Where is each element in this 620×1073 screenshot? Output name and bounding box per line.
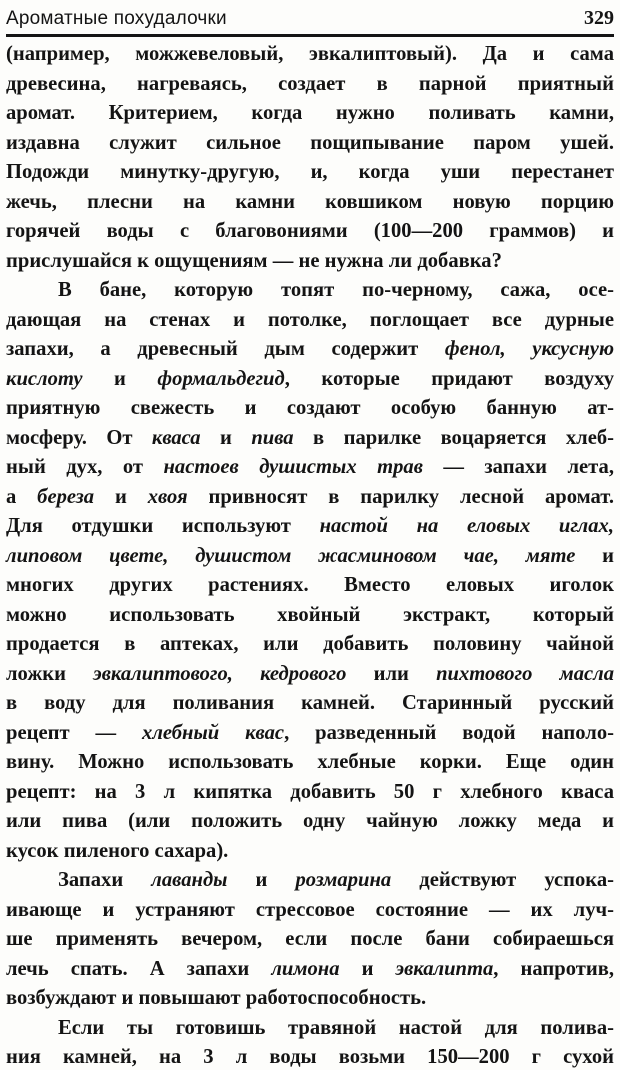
italic-term: липовом цвете, душистом жасминовом чае, мяте <box>6 544 576 567</box>
italic-term: кваса <box>151 426 201 449</box>
italic-term: настой на еловых иглах, <box>319 515 614 537</box>
italic-term: розмарина <box>295 869 392 891</box>
text-run: кусок пиленого сахара). <box>6 839 229 862</box>
running-head: Ароматные похудалочки <box>6 8 227 29</box>
text-run: и <box>82 367 158 390</box>
text-run: действуют успока- <box>391 869 614 891</box>
text-line <box>6 424 614 454</box>
text-run: привносят в парилку лесной аромат. <box>187 485 614 508</box>
text-run: и <box>575 544 615 567</box>
text-run: мосферу. От <box>6 426 152 449</box>
text-line <box>6 601 614 631</box>
text-run: в воду для поливания камней. Старинный русский <box>6 692 614 714</box>
italic-term: лаванды <box>151 869 228 891</box>
page-number: 329 <box>584 7 614 29</box>
text-line <box>6 99 614 129</box>
text-line <box>6 689 614 719</box>
italic-term: кислоту <box>6 367 83 390</box>
text-run: аромат. Критерием, когда нужно поливать камни, <box>6 102 614 124</box>
text-line <box>6 1014 614 1044</box>
text-line <box>6 778 614 808</box>
text-run: и <box>94 485 148 508</box>
text-run: продается в аптеках, или добавить половину чайной <box>6 633 614 655</box>
text-run: древесина, нагреваясь, создает в парной приятный <box>6 72 614 95</box>
text-line <box>6 335 614 365</box>
text-run: ложки <box>6 662 94 685</box>
text-line <box>6 542 614 572</box>
text-line <box>6 276 614 306</box>
text-line <box>6 70 614 100</box>
text-run: а <box>6 485 38 508</box>
italic-term: эвкалиптового, кедрового <box>93 662 347 685</box>
text-line <box>6 247 614 277</box>
italic-term: пива <box>251 426 294 449</box>
text-run: рецепт: на 3 л кипятка добавить 50 г хлебного кваса <box>6 780 614 803</box>
text-run: или <box>346 662 437 685</box>
text-run: или пива (или положить одну чайную ложку меда и <box>6 810 614 832</box>
text-run: можно использовать хвойный экстракт, который <box>6 603 614 626</box>
text-line <box>6 306 614 336</box>
text-run: ния камней, на 3 л воды возьми 150—200 г сухой <box>6 1046 614 1068</box>
text-line <box>6 129 614 159</box>
text-run: вину. Можно использовать хлебные корки. Еще один <box>6 751 614 773</box>
text-line <box>6 483 614 513</box>
italic-term: хвоя <box>147 485 188 508</box>
text-line <box>6 188 614 218</box>
text-line <box>6 896 614 926</box>
text-run: — запахи лета, <box>422 456 614 478</box>
italic-term: настоев душистых трав <box>163 456 423 478</box>
text-run: Подожди минутку-другую, и, когда уши перестанет <box>6 161 614 183</box>
text-run: и <box>339 957 396 980</box>
italic-term: береза <box>37 485 95 508</box>
text-run: лечь спать. А запахи <box>6 957 272 980</box>
text-run: , напротив, <box>493 957 614 980</box>
text-line <box>6 365 614 395</box>
text-line <box>6 807 614 837</box>
page-header <box>6 2 614 30</box>
text-run: издавна служит сильное пощипывание паром ушей. <box>6 131 614 154</box>
text-run: Если ты готовишь травяной настой для полива- <box>58 1016 614 1039</box>
text-run: (например, можжевеловый, эвкалиптовый). Да и сама <box>6 43 614 65</box>
text-line <box>6 40 614 70</box>
text-run: Запахи <box>58 869 152 891</box>
text-line <box>6 394 614 424</box>
text-line <box>6 984 614 1014</box>
italic-term: эвкалипта <box>395 957 494 980</box>
text-line <box>6 512 614 542</box>
text-line <box>6 571 614 601</box>
text-run: В бане, которую топят по-черному, сажа, осе- <box>58 279 614 301</box>
body-text <box>6 40 614 1073</box>
italic-term: пихтового масла <box>436 662 614 685</box>
text-line <box>6 719 614 749</box>
text-line <box>6 955 614 985</box>
italic-term: хлебный квас <box>142 721 285 744</box>
text-run: и <box>200 426 252 449</box>
text-line <box>6 748 614 778</box>
text-run: возбуждают и повышают работоспособность. <box>6 987 427 1009</box>
text-run: дающая на стенах и потолке, поглощает все дурные <box>6 308 614 331</box>
text-run: горячей воды с благовониями (100—200 граммов) и <box>6 220 614 242</box>
text-run: , которые придают воздуху <box>284 367 614 390</box>
text-line <box>6 453 614 483</box>
text-run: прислушайся к ощущениям — не нужна ли добавка? <box>6 249 502 272</box>
text-run: жечь, плесни на камни ковшиком новую порцию <box>6 190 614 213</box>
italic-term: формальдегид <box>157 367 285 390</box>
text-run: Для отдушки используют <box>6 515 320 537</box>
text-run: , разведенный водой наполо- <box>284 721 614 744</box>
text-line <box>6 837 614 867</box>
text-run: в парилке воцаряется хлеб- <box>293 426 614 449</box>
text-line <box>6 158 614 188</box>
text-run: многих других растениях. Вместо еловых иголок <box>6 574 614 596</box>
header-rule <box>6 34 614 37</box>
italic-term: лимона <box>271 957 340 980</box>
text-run: запахи, а древесный дым содержит <box>6 338 445 360</box>
text-run: рецепт — <box>6 721 143 744</box>
text-line <box>6 1043 614 1073</box>
text-line <box>6 630 614 660</box>
text-line <box>6 217 614 247</box>
text-run: ивающе и устраняют стрессовое состояние — их луч- <box>6 898 614 921</box>
text-line <box>6 925 614 955</box>
italic-term: фенол, уксусную <box>444 338 614 360</box>
text-line <box>6 660 614 690</box>
text-run: ше применять вечером, если после бани собираешься <box>6 928 614 950</box>
text-run: и <box>227 869 296 891</box>
text-run: приятную свежесть и создают особую банную ат- <box>6 397 614 419</box>
text-run: ный дух, от <box>6 456 164 478</box>
text-line <box>6 866 614 896</box>
